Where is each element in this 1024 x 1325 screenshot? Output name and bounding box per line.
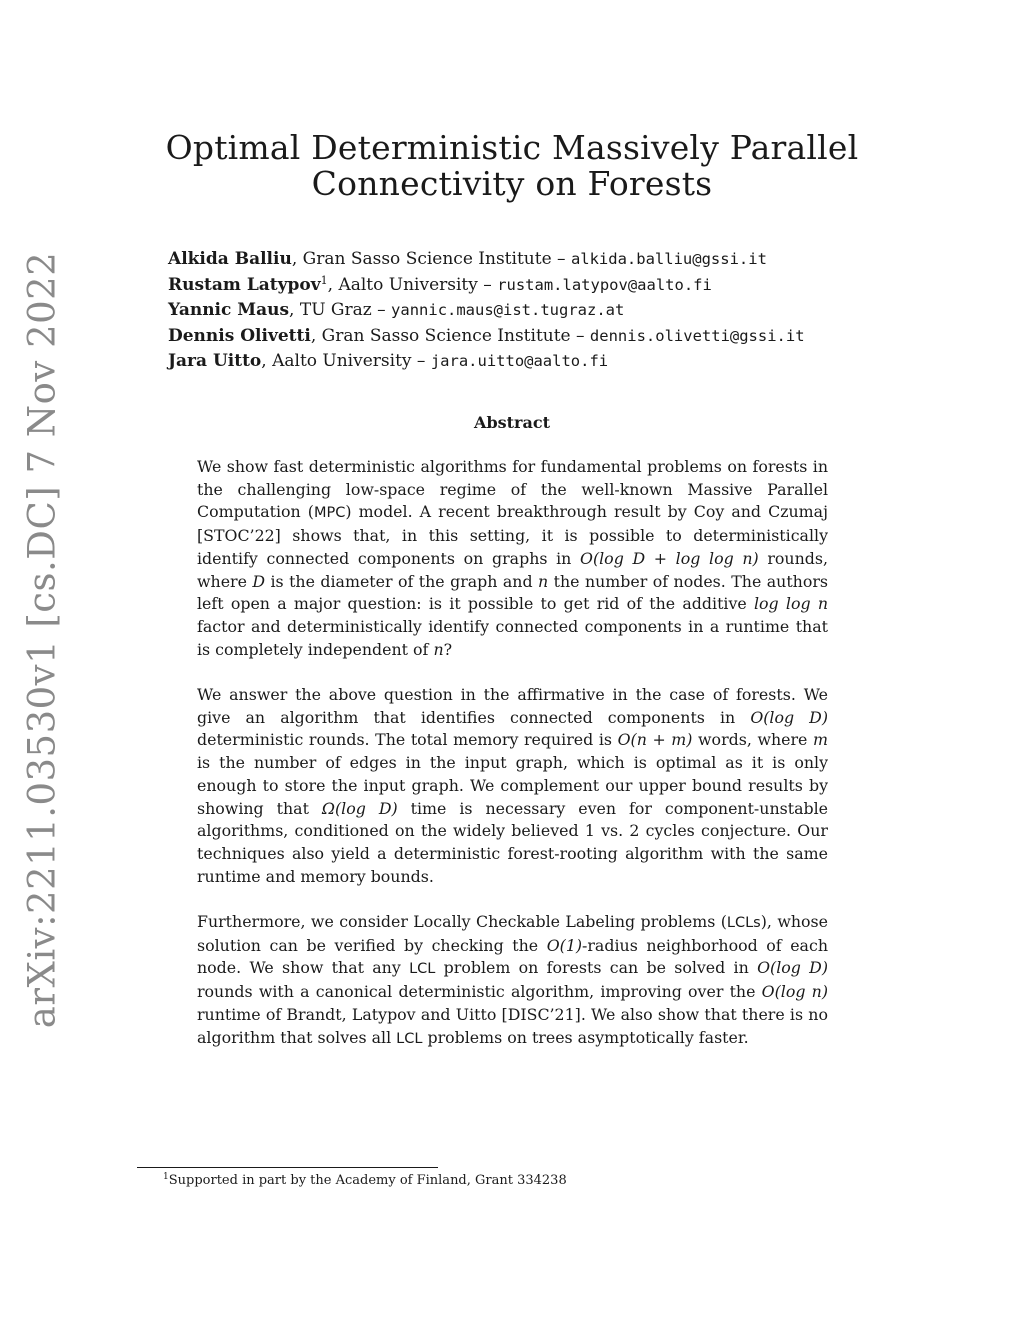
text-span: We show fast deterministic algorithms for fundamental problems on forests in the challenging low-space regime of the well-known Massive Parallel Computation ( [197,457,828,522]
text-span: Furthermore, we consider Locally Checkable Labeling problems ( [197,912,727,932]
text-span: ), whose solution can be verified by checking the [197,912,828,955]
footnote-text: Supported in part by the Academy of Finland, Grant 334238 [168,1173,567,1188]
title-line-2: Connectivity on Forests [311,164,713,203]
footnote [163,1173,567,1189]
abstract-body [197,456,828,1050]
footnote-divider [137,1167,438,1168]
author-entry [168,298,805,324]
author-email[interactable]: rustam.latypov@aalto.fi [497,275,712,294]
arxiv-identifier-stamp: arXiv:2211.03530v1 [cs.DC] 7 Nov 2022 [20,251,64,1029]
author-list [168,247,805,375]
abstract-paragraph [197,684,828,888]
paper-title [0,130,1024,202]
author-affiliation: , Aalto University – [261,351,431,372]
math-expression: O(log D) [750,707,829,727]
author-affiliation: , Aalto University – [327,274,498,295]
author-entry [168,273,805,299]
author-name: Yannic Maus [168,300,290,321]
math-variable: D [252,571,266,591]
math-variable: n [433,639,444,659]
author-name: Alkida Balliu [168,249,292,269]
math-expression: O(log n) [761,982,828,1002]
text-span: -radius neighborhood of each node. We show that any [197,935,828,978]
text-span: problem on forests can be solved in [435,958,758,978]
text-span: ? [443,639,453,659]
author-entry [168,349,805,375]
author-email[interactable]: alkida.balliu@gssi.it [570,250,767,268]
abstract-paragraph [197,911,828,1050]
acronym-lcl: LCL [409,961,436,978]
acronym-lcls: LCLs [726,915,761,932]
text-span: is the diameter of the graph and [265,571,539,591]
math-expression: O(log D) [757,958,829,978]
text-span: runtime of Brandt, Latypov and Uitto [DISC’21]. We also show that there is no algorithm that solves all [197,1004,828,1047]
abstract-heading: Abstract [474,413,550,432]
text-span: rounds with a canonical deterministic algorithm, improving over the [197,982,762,1002]
text-span: problems on trees asymptotically faster. [422,1027,749,1047]
author-entry [168,247,805,273]
author-affiliation: , Gran Sasso Science Institute – [310,325,590,346]
author-entry [168,324,805,350]
acronym-lcl: LCL [396,1030,423,1047]
math-expression: O(log D + log log n) [580,548,759,568]
text-span: factor and deterministically identify connected components in a runtime that is completely independent of [197,616,828,659]
footnote-number: 1 [163,1172,169,1182]
author-email[interactable]: dennis.olivetti@gssi.it [589,326,805,345]
abstract-paragraph [197,456,828,661]
text-span: words, where [692,730,813,750]
text-span: time is necessary even for component-unstable algorithms, conditioned on the widely believed 1 vs. 2 cycles conjecture. Our techniques also yield a deterministic forest-rooting algorithm with the same runtime and memory bounds. [197,798,829,886]
footnote-marker[interactable]: 1 [320,273,328,287]
text-span: is the number of edges in the input graph, which is optimal as it is only enough to store the input graph. We complement our upper bound results by showing that [197,753,828,818]
text-span: deterministic rounds. The total memory required is [197,730,618,750]
math-expression: Ω(log D) [321,798,398,818]
author-name: Jara Uitto [168,351,262,372]
title-line-1: Optimal Deterministic Massively Parallel [165,128,859,167]
author-name: Rustam Latypov [168,274,321,295]
text-span: rounds, where [197,548,828,591]
math-variable: m [813,730,828,750]
math-expression: log log n [753,594,828,614]
author-name: Dennis Olivetti [168,325,311,346]
math-variable: n [538,571,549,591]
author-email[interactable]: jara.uitto@aalto.fi [430,352,609,371]
text-span: We answer the above question in the affirmative in the case of forests. We give an algorithm that identifies connected components in [197,685,828,727]
acronym-mpc: MPC [313,505,346,522]
text-span: the number of nodes. The authors left open a major question: is it possible to get rid of the additive [197,571,829,614]
math-expression: O(1) [546,935,583,955]
author-email[interactable]: yannic.maus@ist.tugraz.at [391,301,625,320]
author-affiliation: , Gran Sasso Science Institute – [291,249,571,269]
text-span: ) model. A recent breakthrough result by Coy and Czumaj [STOC’22] shows that, in this setting, it is possible to deterministically identify connected components on graphs in [197,502,828,568]
math-expression: O(n + m) [617,730,693,750]
author-affiliation: , TU Graz – [289,300,392,321]
